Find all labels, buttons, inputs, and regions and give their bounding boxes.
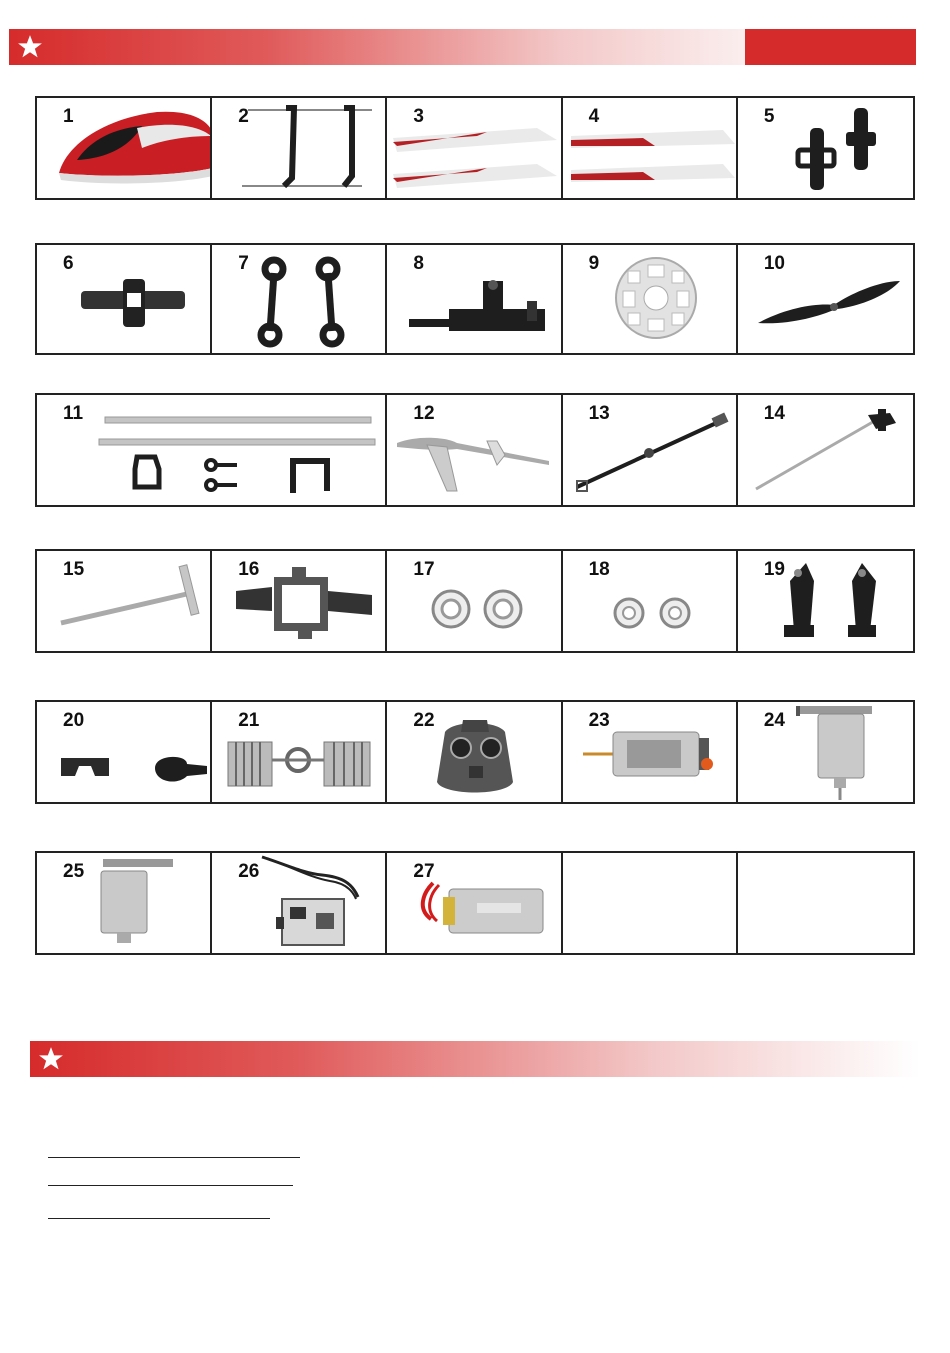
part-number: 13 (588, 403, 610, 424)
main-shaft-icon (738, 395, 910, 505)
empty-cell (563, 853, 738, 953)
part-cell (37, 551, 212, 651)
part-cell (212, 551, 387, 651)
part-number: 23 (588, 710, 610, 731)
empty-cell (738, 853, 913, 953)
part-cell (738, 702, 913, 802)
part-number: 24 (763, 710, 785, 731)
part-cell (212, 98, 387, 198)
part-cell (563, 551, 738, 651)
lower-rotor-head-icon (212, 551, 387, 651)
tail-motor-icon (563, 702, 738, 802)
parts-row-5 (35, 700, 915, 804)
main-motor-a-icon (738, 702, 910, 802)
parts-row-2 (35, 243, 915, 355)
main-gear-icon (563, 245, 738, 353)
part-number: 19 (763, 559, 785, 580)
bearing-large-icon (387, 551, 562, 651)
upper-grips-icon (738, 551, 910, 651)
tail-boom-set-icon (37, 395, 387, 505)
swashplate-icon (212, 702, 387, 802)
part-cell (37, 702, 212, 802)
remote-controller-icon (387, 702, 562, 802)
landing-skid-icon (212, 98, 387, 198)
part-cell (563, 395, 738, 505)
part-number: 8 (413, 253, 424, 274)
part-number: 11 (63, 403, 84, 424)
header-tab-block (745, 29, 916, 65)
part-number: 22 (413, 710, 435, 731)
part-number: 20 (63, 710, 85, 731)
part-cell (387, 702, 562, 802)
tail-fin-icon (387, 395, 562, 505)
part-number: 25 (63, 861, 85, 882)
canopy-icon (37, 98, 212, 198)
part-cell (387, 245, 562, 353)
part-number: 2 (238, 106, 249, 127)
part-cell (212, 702, 387, 802)
part-number: 27 (413, 861, 435, 882)
part-cell (563, 702, 738, 802)
part-cell (387, 551, 562, 651)
tail-propeller-icon (738, 245, 910, 353)
bearing-small-icon (563, 551, 738, 651)
part-number: 4 (588, 106, 600, 127)
part-number: 21 (238, 710, 260, 731)
part-cell (738, 98, 913, 198)
part-cell (387, 395, 562, 505)
linkage-icon (212, 245, 387, 353)
part-number: 6 (63, 253, 74, 274)
inner-shaft-icon (37, 551, 212, 651)
part-cell (563, 245, 738, 353)
part-number: 15 (63, 559, 85, 580)
part-cell (37, 395, 387, 505)
part-cell (563, 98, 738, 198)
section-header-banner (9, 29, 745, 65)
part-cell (212, 853, 387, 953)
part-cell (37, 98, 212, 198)
star-icon (38, 1046, 64, 1072)
receiver-board-icon (212, 853, 387, 953)
main-motor-b-icon (37, 853, 212, 953)
star-icon (17, 34, 43, 60)
blank-line (48, 1185, 293, 1186)
connector-icon (37, 702, 212, 802)
part-cell (387, 853, 562, 953)
section-header-banner (30, 1041, 920, 1077)
part-cell (738, 245, 913, 353)
blade-grips-icon (738, 98, 910, 198)
part-number: 16 (238, 559, 260, 580)
blank-line (48, 1157, 300, 1158)
part-number: 5 (763, 106, 775, 127)
rotor-head-icon (37, 245, 212, 353)
parts-row-4 (35, 549, 915, 653)
part-number: 9 (588, 253, 600, 274)
part-number: 18 (588, 559, 610, 580)
part-number: 17 (413, 559, 435, 580)
part-number: 14 (763, 403, 785, 424)
part-number: 7 (238, 253, 249, 274)
main-frame-icon (387, 245, 562, 353)
part-cell (387, 98, 562, 198)
part-cell (37, 853, 212, 953)
part-number: 12 (413, 403, 435, 424)
blank-line (48, 1218, 270, 1219)
main-blades-b-icon (563, 98, 738, 198)
part-number: 26 (238, 861, 260, 882)
parts-row-1 (35, 96, 915, 200)
parts-row-6 (35, 851, 915, 955)
battery-icon (387, 853, 562, 953)
main-blades-a-icon (387, 98, 562, 198)
part-number: 1 (63, 106, 74, 127)
flybar-icon (563, 395, 738, 505)
part-cell (212, 245, 387, 353)
part-cell (738, 395, 913, 505)
part-number: 3 (413, 106, 424, 127)
part-cell (37, 245, 212, 353)
part-cell (738, 551, 913, 651)
part-number: 10 (763, 253, 785, 274)
parts-row-3 (35, 393, 915, 507)
